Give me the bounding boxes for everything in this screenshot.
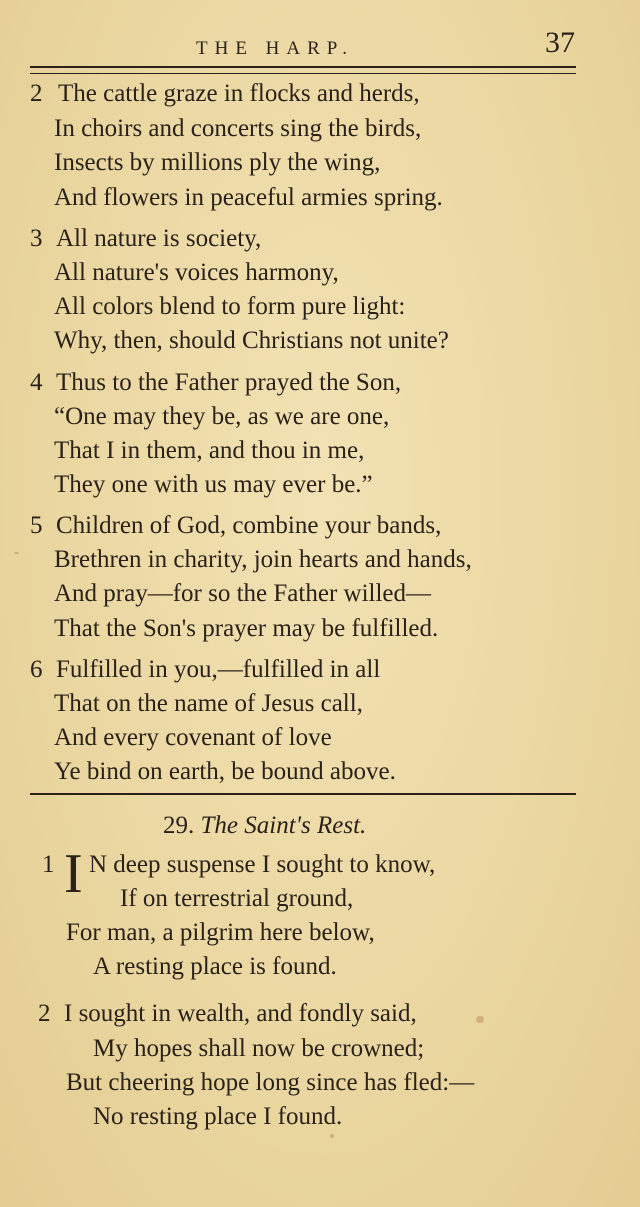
paper-speck xyxy=(14,552,19,554)
stanza-number: 2 xyxy=(30,80,43,107)
verse-line: That the Son's prayer may be fulfilled. xyxy=(54,615,439,642)
header-rule-thin xyxy=(30,73,576,74)
running-title: THE HARP. xyxy=(196,38,355,59)
verse-line: In choirs and concerts sing the birds, xyxy=(54,115,422,142)
verse-line: Thus to the Father prayed the Son, xyxy=(56,369,402,396)
verse-line: But cheering hope long since has fled:— xyxy=(66,1069,475,1096)
verse-line: And every covenant of love xyxy=(54,724,332,751)
verse-line: All colors blend to form pure light: xyxy=(54,293,406,320)
hymn-title xyxy=(163,809,366,843)
verse-line: “One may they be, as we are one, xyxy=(54,403,390,430)
verse-line: And flowers in peaceful armies spring. xyxy=(54,184,443,211)
hymn-title-text: The Saint's Rest. xyxy=(200,812,367,839)
stanza-number: 2 xyxy=(38,1000,51,1027)
stanza-number: 1 xyxy=(42,851,55,878)
verse-line: And pray—for so the Father willed— xyxy=(54,580,432,607)
verse-line: Brethren in charity, join hearts and hands, xyxy=(54,546,472,573)
page-number: 37 xyxy=(545,26,575,59)
verse-line: That I in them, and thou in me, xyxy=(54,437,365,464)
paper-speck xyxy=(476,1016,484,1023)
verse-line: Ye bind on earth, be bound above. xyxy=(54,758,396,785)
stanza-number: 5 xyxy=(30,512,43,539)
header-rule xyxy=(30,66,576,68)
verse-line: Children of God, combine your bands, xyxy=(56,512,442,539)
verse-line: A resting place is found. xyxy=(93,953,337,980)
verse-line: No resting place I found. xyxy=(93,1103,343,1130)
verse-line: Insects by millions ply the wing, xyxy=(54,149,381,176)
verse-line: My hopes shall now be crowned; xyxy=(93,1035,425,1062)
stanza-number: 3 xyxy=(30,225,43,252)
verse-line: N deep suspense I sought to know, xyxy=(89,851,436,878)
verse-line: For man, a pilgrim here below, xyxy=(66,919,375,946)
verse-line: Why, then, should Christians not unite? xyxy=(54,327,449,354)
verse-line: Fulfilled in you,—fulfilled in all xyxy=(56,656,381,683)
stanza-number: 6 xyxy=(30,656,43,683)
verse-line: All nature is society, xyxy=(56,225,262,252)
verse-line: They one with us may ever be.” xyxy=(54,471,373,498)
stanza-number: 4 xyxy=(30,369,43,396)
verse-line: All nature's voices harmony, xyxy=(54,259,339,286)
hymn-number: 29. xyxy=(163,812,195,839)
section-divider xyxy=(30,793,576,795)
paper-speck xyxy=(330,1134,334,1138)
verse-line: If on terrestrial ground, xyxy=(120,885,354,912)
verse-line: That on the name of Jesus call, xyxy=(54,690,363,717)
drop-cap: I xyxy=(64,843,83,905)
verse-line: The cattle graze in flocks and herds, xyxy=(58,80,420,107)
verse-line: I sought in wealth, and fondly said, xyxy=(64,1000,417,1027)
